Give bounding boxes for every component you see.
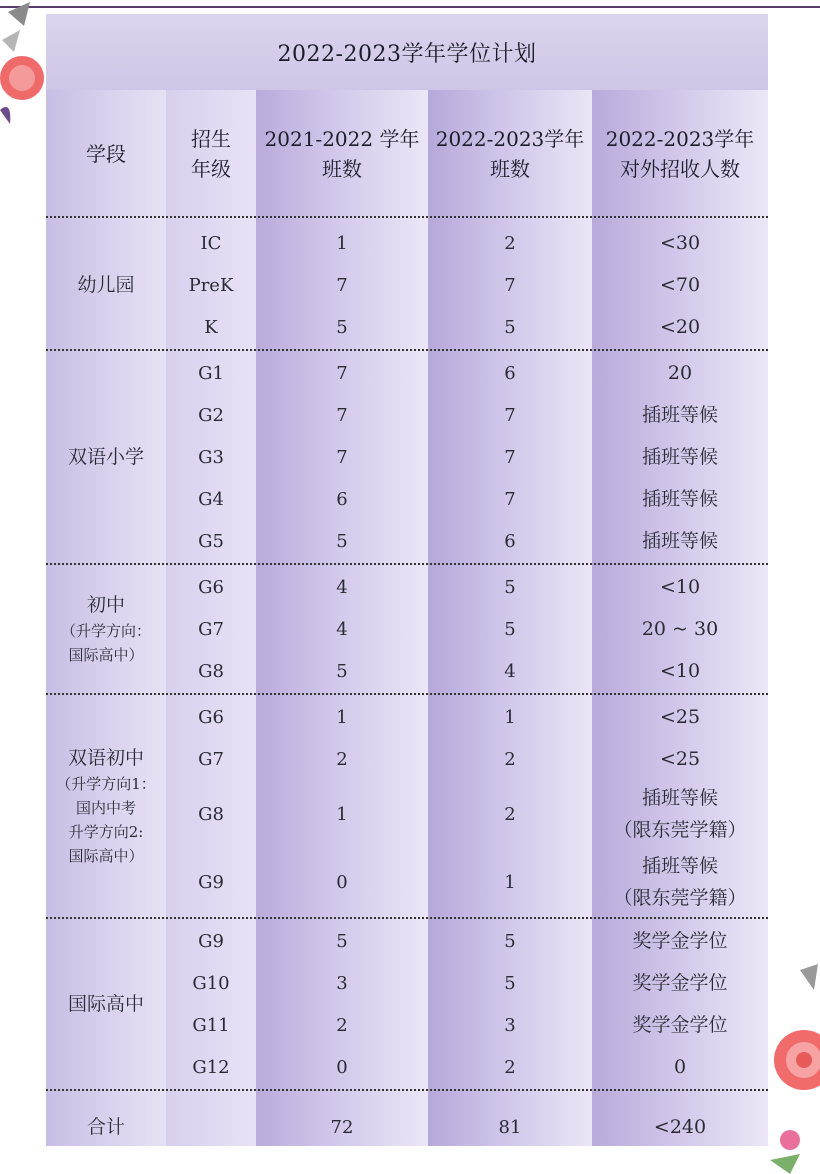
intake-cell	[592, 306, 768, 348]
intake-cell	[592, 394, 768, 436]
grade-cell: G12	[192, 1056, 230, 1078]
classes-2022-2023-cell: 7	[504, 404, 516, 426]
header-grade-line-1: 招生	[191, 127, 231, 151]
intake-line: 20 ~ 30	[641, 618, 719, 640]
classes-2021-2022-cell: 3	[336, 972, 348, 994]
classes-2022-2023-cell: 2	[504, 1056, 516, 1078]
grade-cell: PreK	[188, 274, 234, 296]
classes-2022-2023-cell: 5	[504, 618, 516, 640]
classes-2022-2023-cell: 7	[504, 488, 516, 510]
header-stage	[46, 90, 166, 218]
grade-cell: G6	[198, 706, 224, 728]
header-classes-2021-2022	[256, 90, 428, 218]
intake-line: <25	[659, 706, 701, 728]
intake-line: 奖学金学位	[632, 972, 728, 994]
intake-cell	[592, 780, 768, 848]
grade-cell: G1	[198, 362, 224, 384]
group-separator	[46, 1089, 768, 1091]
intake-line: <10	[659, 660, 701, 682]
header-stage-label: 学段	[86, 142, 126, 166]
total-label-cell: 合计	[86, 1116, 125, 1138]
classes-2022-2023-cell: 5	[504, 576, 516, 598]
intake-cell	[592, 566, 768, 608]
header-classes-2022-2023-line-2: 班数	[490, 157, 530, 181]
classes-2021-2022-cell: 7	[336, 362, 348, 384]
grade-cell: G3	[198, 446, 224, 468]
stage-cell	[46, 696, 166, 916]
table-title: 2022-2023学年学位计划	[277, 41, 537, 67]
intake-line: 插班等候	[641, 530, 718, 552]
intake-cell	[592, 848, 768, 916]
stage-cell	[46, 920, 166, 1088]
classes-2021-2022-cell: 2	[336, 1014, 348, 1036]
group-separator	[46, 917, 768, 919]
grade-cell: G8	[198, 660, 224, 682]
grade-cell: G9	[198, 871, 224, 893]
intake-cell	[592, 962, 768, 1004]
classes-2022-2023-cell: 5	[504, 316, 516, 338]
classes-2022-2023-cell: 7	[504, 446, 516, 468]
classes-2021-2022-cell: 0	[336, 1056, 348, 1078]
intake-line: 插班等候	[641, 446, 718, 468]
intake-line: 插班等候	[641, 787, 718, 809]
header-grade-line-2: 年级	[191, 157, 231, 181]
classes-2021-2022-cell: 4	[336, 618, 348, 640]
stage-cell	[46, 352, 166, 562]
intake-cell	[592, 520, 768, 562]
stage-name: 双语初中	[67, 747, 144, 769]
intake-line: <10	[659, 576, 701, 598]
classes-2022-2023-cell: 2	[504, 232, 516, 254]
intake-line: <70	[659, 274, 701, 296]
intake-line: 奖学金学位	[632, 1014, 728, 1036]
stage-cell	[46, 222, 166, 348]
header-intake-line-1: 2022-2023学年	[605, 127, 755, 151]
classes-2021-2022-cell: 0	[336, 871, 348, 893]
stage-note-line: 升学方向2:	[68, 823, 144, 841]
intake-line: <25	[659, 748, 701, 770]
grade-cell: G6	[198, 576, 224, 598]
grade-cell: G9	[198, 930, 224, 952]
classes-2021-2022-cell: 2	[336, 748, 348, 770]
classes-2021-2022-cell: 5	[336, 660, 348, 682]
stage-name: 初中	[86, 594, 125, 616]
grade-cell: G7	[198, 748, 224, 770]
total-intake-cell: <240	[653, 1116, 707, 1138]
header-classes-2022-2023-line-1: 2022-2023学年	[435, 127, 585, 151]
intake-line: 0	[673, 1056, 687, 1078]
classes-2021-2022-cell: 7	[336, 446, 348, 468]
classes-2021-2022-cell: 5	[336, 530, 348, 552]
total-classes-2021-2022-cell: 72	[330, 1116, 354, 1138]
grade-cell: G11	[192, 1014, 230, 1036]
classes-2022-2023-cell: 4	[504, 660, 516, 682]
header-intake-2022-2023	[592, 90, 768, 218]
classes-2022-2023-cell: 6	[504, 362, 516, 384]
intake-cell	[592, 352, 768, 394]
grade-cell: G7	[198, 618, 224, 640]
stage-note-line: （升学方向：	[60, 622, 151, 640]
classes-2021-2022-cell: 4	[336, 576, 348, 598]
intake-line: <20	[659, 316, 701, 338]
classes-2022-2023-cell: 3	[504, 1014, 516, 1036]
intake-line: 奖学金学位	[632, 930, 728, 952]
intake-cell	[592, 738, 768, 780]
classes-2021-2022-cell: 7	[336, 274, 348, 296]
header-classes-2021-2022-line-1: 2021-2022 学年	[264, 127, 420, 151]
intake-line: 插班等候	[641, 855, 718, 877]
intake-cell	[592, 650, 768, 692]
intake-cell	[592, 608, 768, 650]
top-border-line	[0, 6, 820, 8]
classes-2022-2023-cell: 2	[504, 748, 516, 770]
intake-cell	[592, 264, 768, 306]
intake-line: （限东莞学籍）	[613, 887, 747, 909]
classes-2021-2022-cell: 5	[336, 930, 348, 952]
header-intake-line-2: 对外招收人数	[620, 157, 740, 181]
classes-2022-2023-cell: 5	[504, 930, 516, 952]
grade-cell: G5	[198, 530, 224, 552]
intake-line: 20	[667, 362, 693, 384]
grade-cell: IC	[200, 232, 222, 254]
classes-2022-2023-cell: 6	[504, 530, 516, 552]
classes-2021-2022-cell: 1	[336, 803, 348, 825]
grade-cell: G8	[198, 803, 224, 825]
header-grade	[166, 90, 256, 218]
header-classes-2021-2022-line-2: 班数	[322, 157, 362, 181]
classes-2022-2023-cell: 1	[504, 871, 516, 893]
grade-cell: G10	[192, 972, 230, 994]
intake-cell	[592, 436, 768, 478]
header-classes-2022-2023	[428, 90, 592, 218]
header-separator	[46, 216, 768, 218]
classes-2021-2022-cell: 5	[336, 316, 348, 338]
classes-2022-2023-cell: 5	[504, 972, 516, 994]
classes-2021-2022-cell: 1	[336, 706, 348, 728]
grade-cell: K	[204, 316, 218, 338]
intake-line: 插班等候	[641, 404, 718, 426]
stage-name: 双语小学	[67, 446, 144, 468]
stage-name: 国际高中	[67, 993, 144, 1015]
intake-line: 插班等候	[641, 488, 718, 510]
intake-cell	[592, 920, 768, 962]
intake-cell	[592, 1046, 768, 1088]
intake-line: （限东莞学籍）	[613, 819, 747, 841]
classes-2021-2022-cell: 1	[336, 232, 348, 254]
classes-2021-2022-cell: 7	[336, 404, 348, 426]
classes-2022-2023-cell: 7	[504, 274, 516, 296]
classes-2021-2022-cell: 6	[336, 488, 348, 510]
intake-cell	[592, 478, 768, 520]
stage-note-line: 国内中考	[75, 799, 136, 817]
stage-note-line: 国际高中）	[68, 847, 144, 865]
classes-2022-2023-cell: 1	[504, 706, 516, 728]
classes-2022-2023-cell: 2	[504, 803, 516, 825]
grade-cell: G4	[198, 488, 224, 510]
flower-decoration-bottom-right	[760, 960, 820, 1174]
stage-cell	[46, 566, 166, 692]
intake-cell	[592, 696, 768, 738]
group-separator	[46, 563, 768, 565]
total-classes-2022-2023-cell: 81	[498, 1116, 522, 1138]
group-separator	[46, 349, 768, 351]
stage-note-line: （升学方向1：	[56, 775, 156, 793]
intake-cell	[592, 222, 768, 264]
table-title-band	[46, 14, 768, 90]
intake-cell	[592, 1004, 768, 1046]
group-separator	[46, 693, 768, 695]
grade-cell: G2	[198, 404, 224, 426]
stage-name: 幼儿园	[77, 274, 135, 296]
stage-note-line: 国际高中）	[68, 646, 144, 664]
enrollment-plan-table	[46, 14, 768, 1146]
intake-line: <30	[659, 232, 701, 254]
